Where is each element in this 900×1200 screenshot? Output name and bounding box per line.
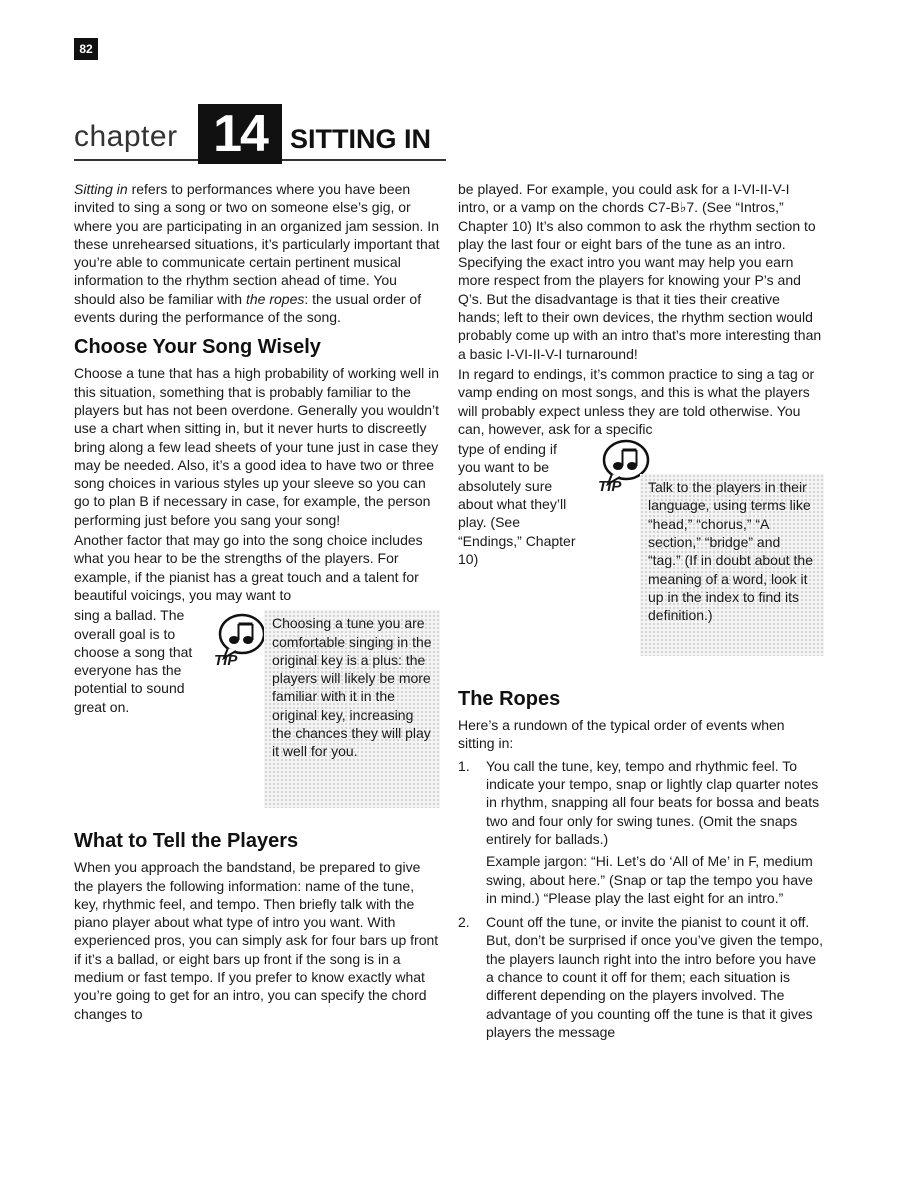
endings-tip-box: Talk to the players in their language, using terms like “head,” “chorus,” “A section,” “bridge” and “tag.” (If in doubt about the meaning of a word, look it up in the index to find its definition.)	[640, 474, 824, 656]
page-number: 82	[74, 38, 98, 60]
left-column	[74, 180, 440, 1025]
ropes-list	[458, 757, 824, 1043]
tip-label: TIP	[214, 652, 238, 670]
chapter-number: 14	[198, 104, 282, 164]
heading-choose-song: Choose Your Song Wisely	[74, 336, 321, 359]
list-item	[458, 913, 824, 1043]
intro-text-2: : the usual order of events during the performance of the song.	[74, 290, 422, 326]
right-column	[458, 180, 824, 1043]
list-item	[458, 757, 824, 909]
endings-tip-area	[458, 440, 824, 660]
chapter-heading	[74, 104, 450, 168]
intro-paragraph	[74, 180, 440, 326]
intro-lead-italic: Sitting in	[74, 181, 128, 197]
tip-icon	[214, 612, 268, 674]
song-tip-area	[74, 606, 440, 820]
intro-text-1: refers to performances where you have been invited to sing a song or two on someone else’s gig, or where you are participating in an organized jam session. In these unrehearsed situations, it’s particularly important that you’re able to communicate certain pertinent musical information to the rhythm section ahead of time. You should also be familiar with	[74, 181, 440, 307]
list-item-text: You call the tune, key, tempo and rhythmic feel. To indicate your tempo, snap or lightly clap quarter notes in rhythm, snapping all four beats for bossa and beats two and four only for swing tunes. (Omit the snaps entirely for ballads.)	[486, 757, 820, 847]
endings-paragraph-a: In regard to endings, it’s common practice to sing a tag or vamp ending on most songs, and this is what the players will probably expect unless they are told otherwise. You can, however, ask for a specific	[458, 365, 815, 437]
song-paragraph-2b: sing a ballad. The overall goal is to choose a song that everyone has the potential to sound great on.	[74, 607, 193, 715]
list-item-text: Count off the tune, or invite the pianist to count it off. But, don’t be surprised if once you’ve given the tempo, the players launch right into the intro before you have a chance to count it off for them; each situation is different depending on the players involved. The advantage of you counting off the tune is that it gives players the message	[486, 914, 823, 1040]
endings-paragraph-b: type of ending if you want to be absolutely sure about what they’ll play. (See “Endings,” Chapter 10)	[458, 441, 576, 567]
list-item-example: Example jargon: “Hi. Let’s do ‘All of Me’ in F, medium swing, about here.” (Snap or tap the tempo you have in mind.) “Please play the last eight for an intro.”	[486, 853, 813, 906]
chapter-label: chapter	[74, 120, 178, 153]
tip-label: TIP	[598, 478, 622, 496]
list-item-number: 1.	[458, 757, 470, 774]
song-paragraph-1: Choose a tune that has a high probability of working well in this situation, something that is probably familiar to the players but has not been overdone. Generally you wouldn’t use a chart when sitting in, but it never hurts to discreetly bring along a few lead sheets of your tune just in case they may be needed. Also, it’s a good idea to have two or three song choices in various styles up your sleeve so you can go to plan B if necessary in case, for example, the person performing just before you sang your song!	[74, 365, 440, 528]
song-paragraph-2a: Another factor that may go into the song choice includes what you hear to be the strengths of the players. For example, if the pianist has a great touch and a talent for beautiful voicings, you may want to	[74, 532, 423, 603]
list-item-number: 2.	[458, 914, 470, 931]
heading-what-to-tell: What to Tell the Players	[74, 830, 299, 853]
intro-chords-paragraph: be played. For example, you could ask for a I-VI-II-V-I intro, or a vamp on the chords C7-B♭7. (See “Intros,” Chapter 10) It’s also common to ask the rhythm section to play the last four or eight bars of the tune as an intro. Specifying the exact intro you want may help you earn more respect from the players for knowing your P’s and Q’s. But the disadvantage is that it ties their creative hands; left to their own devices, the rhythm section would probably come up with an intro that’s more interesting than a basic I-VI-II-V-I turnaround!	[458, 181, 822, 362]
chapter-title: SITTING IN	[290, 124, 431, 154]
intro-ropes-italic: the ropes	[245, 290, 305, 307]
tell-paragraph-1: When you approach the bandstand, be prepared to give the players the following information: name of the tune, key, rhythmic feel, and tempo. Then briefly talk with the piano player about what type of intro you want. With experienced pros, you can simply ask for four bars up front if it’s a ballad, or eight bars up front if the song is in a medium or fast tempo. If you prefer to know exactly what you’re going to get for an intro, you can specify the chord changes to	[74, 859, 439, 1022]
ropes-intro: Here’s a rundown of the typical order of events when sitting in:	[458, 717, 785, 752]
song-tip-box: Choosing a tune you are comfortable singing in the original key is a plus: the players will likely be more familiar with it in the original key, increasing the chances they will play it well for you.	[264, 610, 440, 808]
heading-the-ropes: The Ropes	[458, 688, 561, 711]
